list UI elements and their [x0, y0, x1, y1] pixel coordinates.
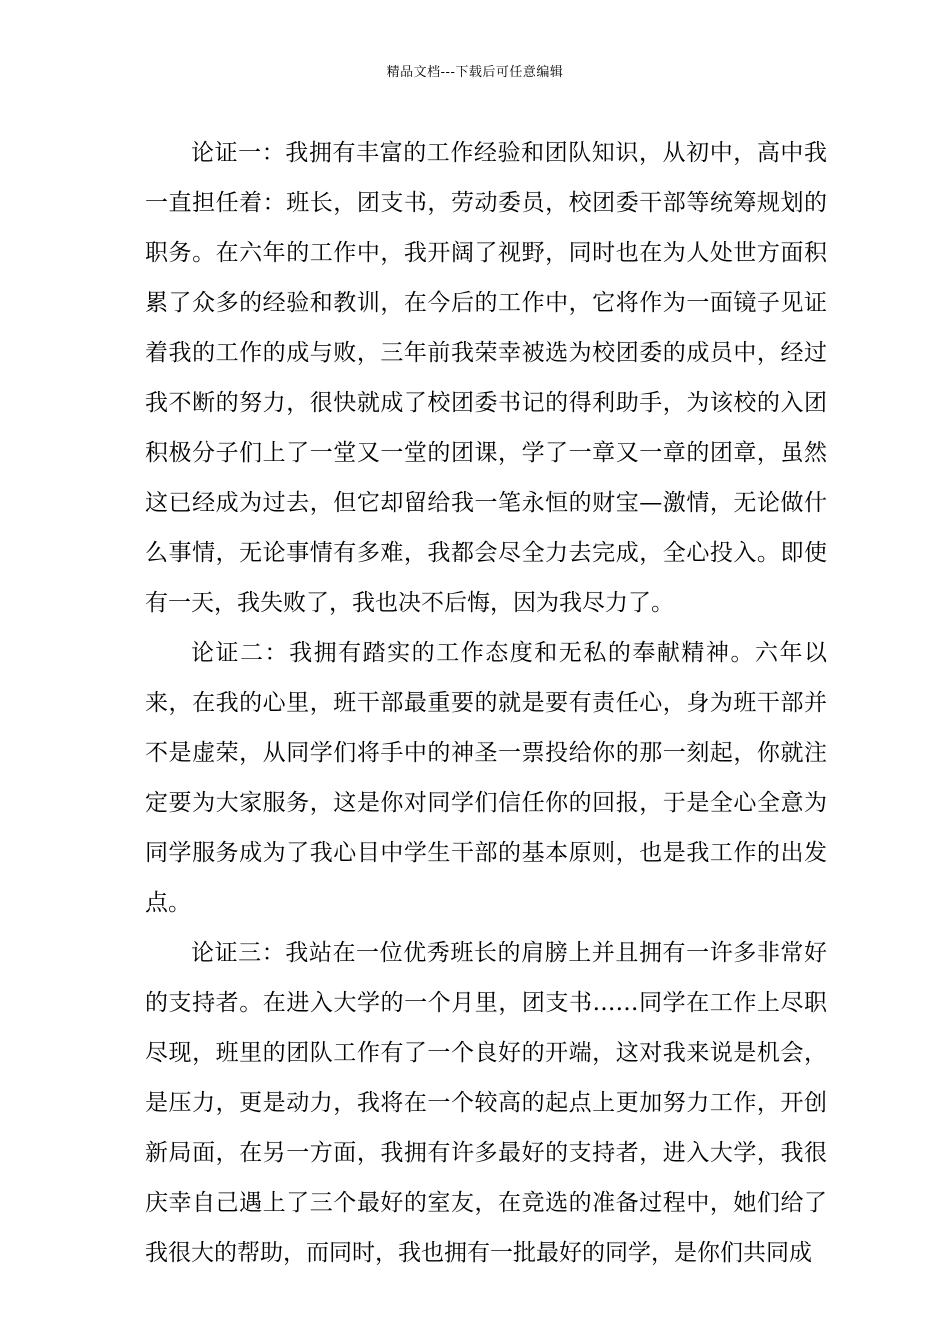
page-header: 精品文档---下载后可任意编辑 [386, 65, 564, 80]
paragraph-argument-one: 论证一：我拥有丰富的工作经验和团队知识，从初中，高中我一直担任着：班长，团支书，劳动委员，校团委干部等统筹规划的职务。在六年的工作中，我开阔了视野，同时也在为人处世方面积累了众多的经验和教训，在今后的工作中，它将作为一面镜子见证着我的工作的成与败，三年前我荣幸被选为校团委的成员中，经过我不断的努力，很快就成了校团委书记的得利助手，为该校的入团积极分子们上了一堂又一堂的团课，学了一章又一章的团章，虽然这已经成为过去，但它却留给我一笔永恒的财宝—激情，无论做什么事情，无论事情有多难，我都会尽全力去完成，全心投入。即使有一天，我失败了，我也决不后悔，因为我尽力了。 [145, 140, 827, 616]
paragraph-argument-two: 论证二：我拥有踏实的工作态度和无私的奉献精神。六年以来，在我的心里，班干部最重要的就是要有责任心，身为班干部并不是虚荣，从同学们将手中的神圣一票投给你的那一刻起，你就注定要为大家服务，这是你对同学们信任你的回报，于是全心全意为同学服务成为了我心目中学生干部的基本原则，也是我工作的出发点。 [145, 640, 827, 916]
paragraph-argument-three: 论证三：我站在一位优秀班长的肩膀上并且拥有一许多非常好的支持者。在进入大学的一个月里，团支书……同学在工作上尽职尽现，班里的团队工作有了一个良好的开端，这对我来说是机会，是压力，更是动力，我将在一个较高的起点上更加努力工作，开创新局面，在另一方面，我拥有许多最好的支持者，进入大学，我很庆幸自己遇上了三个最好的室友，在竞选的准备过程中，她们给了我很大的帮助，而同时，我也拥有一批最好的同学，是你们共同成 [145, 940, 827, 1266]
document-body [145, 128, 827, 1278]
